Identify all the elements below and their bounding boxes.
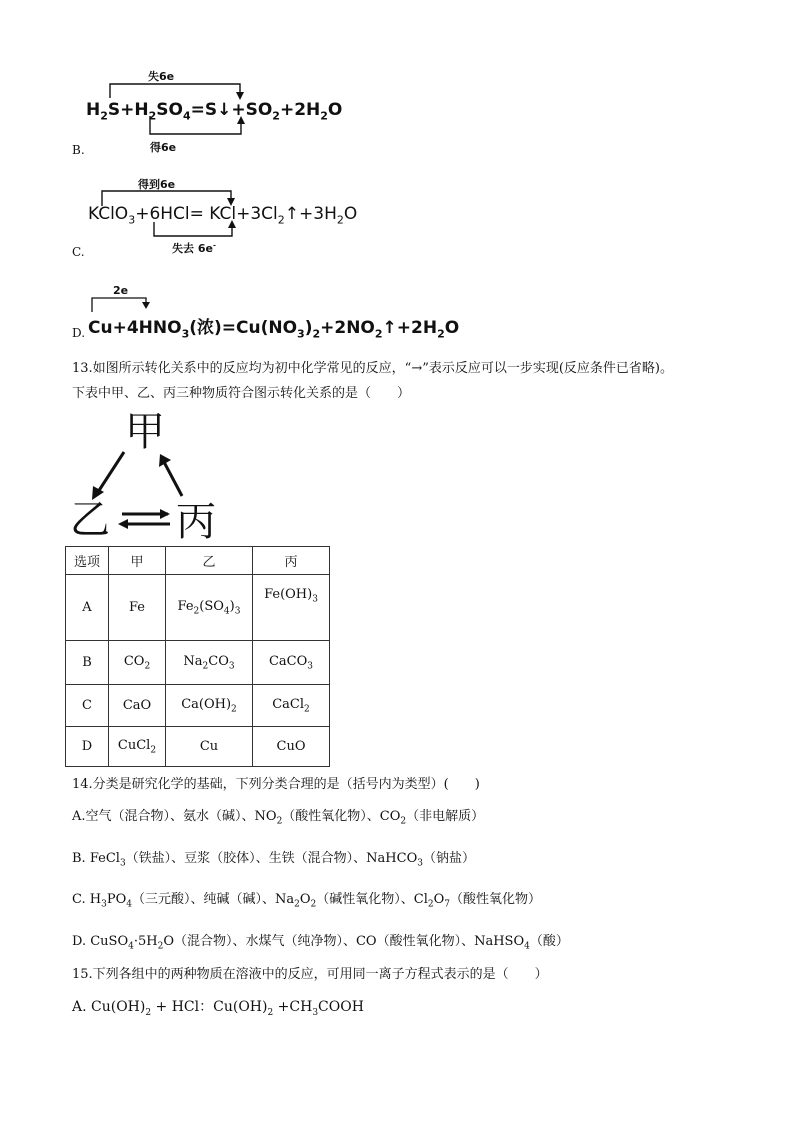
header-yi: 乙 (166, 547, 253, 575)
diagram-bing: 丙 (176, 499, 216, 545)
conversion-arrows (0, 0, 794, 560)
diagram-jia: 甲 (125, 409, 165, 455)
options-table (65, 546, 330, 767)
option-letter-d: D. (72, 326, 86, 340)
table-row: C CaO $Ca(OH)_2$ CaCl$_2$ (66, 685, 330, 727)
option-letter-b: B. (72, 143, 85, 157)
table-row: D CuCl$_2$ Cu CuO (66, 727, 330, 767)
header-jia: 甲 (109, 547, 166, 575)
question-14-option-b: B. FeCl$_3$（铁盐）、豆浆（胶体）、生铁（混合物）、NaHCO$_3$（钠盐） (72, 851, 475, 869)
gain-electron-label: 得到6e (138, 178, 176, 191)
table-row: B $CO_2$ $Na_2CO_3$ CaCO$_3$ (66, 641, 330, 685)
question-14-option-c: C. $H_3PO_4$（三元酸）、纯碱（碱）、$Na_2O_2$（碱性氧化物）、$Cl_2O_7$（酸性氧化物） (72, 892, 542, 910)
equation-d: $Cu+4HNO_3$(浓)$=Cu(NO_3)_2+2NO_2↑+2H_2O$ (88, 318, 460, 341)
equation-b: $H_2S+H_2SO_4=S↓+SO_2+2H_2O$ (86, 100, 343, 123)
question-14-option-a: A.空气（混合物）、氨水（碱）、$NO_2$（酸性氧化物）、$CO_2$（非电解质） (72, 809, 485, 827)
header-bing: 丙 (253, 547, 330, 575)
question-14-stem: 14.分类是研究化学的基础，下列分类合理的是（括号内为类型）( ) (72, 777, 480, 792)
option-letter-c: C. (72, 245, 85, 259)
question-13-line2: 下表中甲、乙、丙三种物质符合图示转化关系的是（ ） (72, 386, 411, 401)
lose-electron-label: 失去 6e- (172, 241, 216, 255)
equation-c: KClO$_3$+6HCl= $KCl+3Cl_2↑+3H_2O$ (88, 204, 358, 227)
question-13-line1: 13.如图所示转化关系中的反应均为初中化学常见的反应，“→”表示反应可以一步实现(反应条件已省略)。 (72, 361, 674, 376)
question-15-stem: 15.下列各组中的两种物质在溶液中的反应，可用同一离子方程式表示的是（ ） (72, 967, 548, 982)
question-15-option-a: A. $Cu(OH)_2$ + HCl：$Cu(OH)_2$ $+CH_3COOH$ (72, 999, 364, 1018)
electron-label: 2e (113, 284, 129, 297)
table-row: A Fe $Fe_2(SO_4)_3$ $Fe(OH)_3$ (66, 575, 330, 641)
header-option: 选项 (66, 547, 109, 575)
lose-electron-label: 失6e (148, 70, 175, 83)
question-14-option-d: D. $CuSO_4\cdot 5H_2O$（混合物）、水煤气（纯净物）、CO（酸性氧化物）、NaHSO$_4$（酸） (72, 934, 569, 952)
diagram-yi: 乙 (70, 497, 110, 543)
gain-electron-label: 得6e (150, 141, 177, 154)
